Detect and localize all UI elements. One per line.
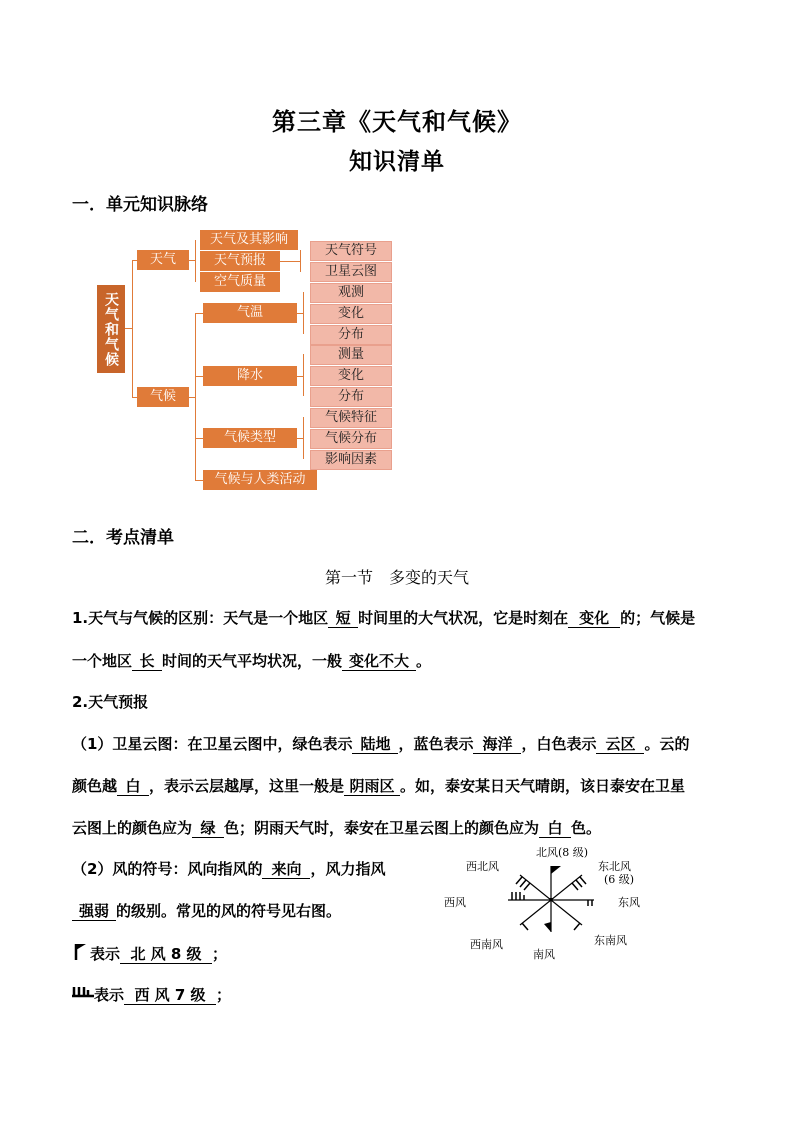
paragraph-3-line-3: 云图上的颜色应为 绿 色；阴雨天气时，泰安在卫星云图上的颜色应为 白 色。 — [72, 819, 602, 837]
mindmap-root: 天气和气候 — [97, 285, 125, 373]
mindmap-temp-1: 变化 — [310, 304, 392, 324]
mindmap-tianqi: 天气 — [137, 250, 189, 270]
mindmap-qh-1: 降水 — [203, 366, 297, 386]
paragraph-1-line-1: 1.天气与气候的区别：天气是一个地区 短 时间里的大气状况，它是时刻在 变化 的；气候是 — [72, 609, 696, 627]
mindmap-forecast-1: 卫星云图 — [310, 262, 392, 282]
west-wind-symbol-icon — [72, 985, 94, 1001]
mindmap-rain-2: 分布 — [310, 387, 392, 407]
paragraph-6: 表示 西 风 7 级 ； — [72, 984, 231, 1005]
wind-label-north: 北风(8 级) — [536, 846, 589, 859]
mindmap-rain-0: 测量 — [310, 345, 392, 365]
paragraph-2: 2.天气预报 — [72, 693, 149, 711]
page-subtitle: 知识清单 — [349, 148, 445, 175]
section-title: 第一节 多变的天气 — [324, 568, 469, 587]
wind-label-southwest: 西南风 — [470, 938, 503, 951]
mindmap-tq-2: 空气质量 — [200, 272, 280, 292]
wind-label-southeast: 东南风 — [594, 934, 627, 947]
page-title: 第三章《天气和气候》 — [272, 107, 522, 136]
wind-label-west: 西风 — [444, 896, 466, 909]
mindmap-tq-1: 天气预报 — [200, 251, 280, 271]
paragraph-4-line-2: 强弱 的级别。常见的风的符号见右图。 — [72, 900, 341, 921]
mindmap-type-2: 影响因素 — [310, 450, 392, 470]
mindmap-temp-2: 分布 — [310, 325, 392, 345]
mindmap-type-0: 气候特征 — [310, 408, 392, 428]
mindmap-tq-0: 天气及其影响 — [200, 230, 298, 250]
paragraph-3-line-1: （1）卫星云图：在卫星云图中，绿色表示 陆地 ，蓝色表示 海洋 ，白色表示 云区 。云的 — [72, 735, 690, 753]
mindmap-type-1: 气候分布 — [310, 429, 392, 449]
wind-label-east: 东风 — [618, 896, 640, 909]
mindmap-qh-2: 气候类型 — [203, 428, 297, 448]
mindmap-rain-1: 变化 — [310, 366, 392, 386]
section-heading-1: 一．单元知识脉络 — [72, 195, 208, 215]
paragraph-5: 表示 北 风 8 级 ； — [72, 942, 227, 964]
paragraph-4-line-1: （2）风的符号：风向指风的 来向 ，风力指风 — [72, 860, 386, 878]
mindmap-forecast-0: 天气符号 — [310, 241, 392, 261]
wind-label-northeast: 东北风 — [598, 860, 631, 873]
wind-label-northwest: 西北风 — [466, 860, 499, 873]
mindmap-qh-0: 气温 — [203, 303, 297, 323]
wind-label-northeast-level: (6 级) — [604, 873, 635, 886]
wind-symbol-diagram — [436, 842, 666, 960]
north-wind-symbol-icon — [72, 942, 90, 962]
mindmap-qihou: 气候 — [137, 387, 189, 407]
paragraph-1-line-2: 一个地区 长 时间的天气平均状况，一般 变化不大 。 — [72, 652, 432, 670]
paragraph-3-line-2: 颜色越 白 ，表示云层越厚，这里一般是 阴雨区 。如，泰安某日天气晴朗，该日泰安在卫星 — [72, 777, 686, 795]
wind-label-south: 南风 — [533, 948, 555, 961]
mindmap-qh-3: 气候与人类活动 — [203, 470, 317, 490]
section-heading-2: 二．考点清单 — [72, 528, 174, 548]
mindmap-temp-0: 观测 — [310, 283, 392, 303]
